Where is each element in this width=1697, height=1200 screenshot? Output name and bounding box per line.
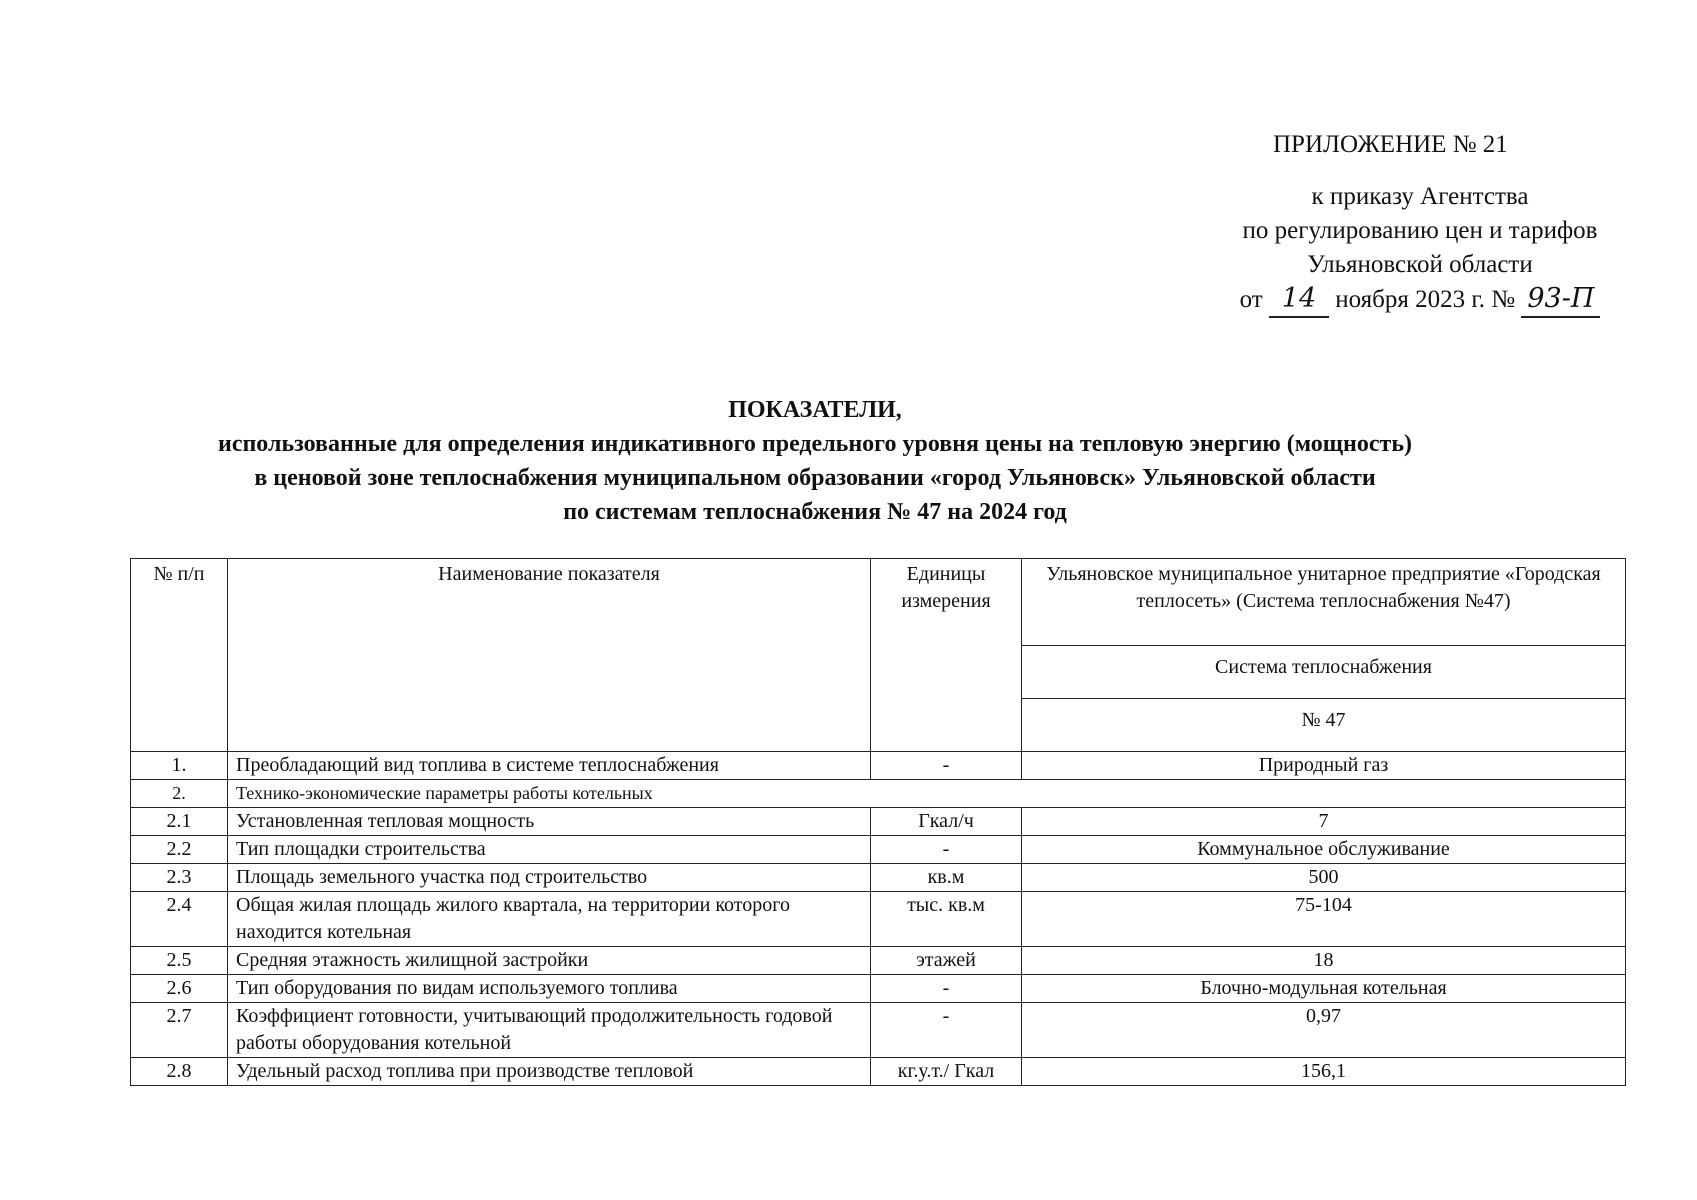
row-name: Общая жилая площадь жилого квартала, на территории которого находится котельная xyxy=(228,892,871,947)
table-row xyxy=(131,864,1626,892)
header-system-number: № 47 xyxy=(1022,699,1626,752)
order-line xyxy=(1190,282,1650,318)
row-value: 75-104 xyxy=(1022,892,1626,947)
row-num: 2.8 xyxy=(131,1058,228,1086)
header-system: Система теплоснабжения xyxy=(1022,646,1626,699)
row-name: Тип площадки строительства xyxy=(228,836,871,864)
row-value: 18 xyxy=(1022,947,1626,975)
row-name: Средняя этажность жилищной застройки xyxy=(228,947,871,975)
row-name: Удельный расход топлива при производстве тепловой xyxy=(228,1058,871,1086)
row-num: 2.7 xyxy=(131,1003,228,1058)
row-value: 7 xyxy=(1022,808,1626,836)
table-row xyxy=(131,836,1626,864)
annex-line-3: Ульяновской области xyxy=(1307,251,1533,278)
row-num: 2.5 xyxy=(131,947,228,975)
table-section-row xyxy=(131,780,1626,808)
annex-title: ПРИЛОЖЕНИЕ № 21 xyxy=(1273,131,1508,158)
row-unit: - xyxy=(871,836,1022,864)
row-value: Природный газ xyxy=(1022,752,1626,780)
row-name: Тип оборудования по видам используемого топлива xyxy=(228,975,871,1003)
table-row xyxy=(131,1003,1626,1058)
row-name: Площадь земельного участка под строительство xyxy=(228,864,871,892)
order-prefix: от xyxy=(1239,286,1263,313)
row-unit: - xyxy=(871,752,1022,780)
header-num: № п/п xyxy=(131,559,228,752)
document-heading xyxy=(120,393,1510,529)
row-value: Коммунальное обслуживание xyxy=(1022,836,1626,864)
annex-block xyxy=(1190,128,1650,318)
heading-line-4: по системам теплоснабжения № 47 на 2024 год xyxy=(563,499,1067,525)
row-unit: кг.у.т./ Гкал xyxy=(871,1058,1022,1086)
row-unit: - xyxy=(871,975,1022,1003)
header-unit: Единицы измерения xyxy=(871,559,1022,752)
table-row xyxy=(131,947,1626,975)
header-name: Наименование показателя xyxy=(228,559,871,752)
row-unit: - xyxy=(871,1003,1022,1058)
row-unit: тыс. кв.м xyxy=(871,892,1022,947)
table-row xyxy=(131,752,1626,780)
table-row xyxy=(131,975,1626,1003)
annex-line-1: к приказу Агентства xyxy=(1311,183,1529,210)
row-section-title: Технико-экономические параметры работы котельных xyxy=(228,780,1626,808)
row-num: 2.1 xyxy=(131,808,228,836)
row-value: 0,97 xyxy=(1022,1003,1626,1058)
row-value: 156,1 xyxy=(1022,1058,1626,1086)
row-name: Установленная тепловая мощность xyxy=(228,808,871,836)
row-unit: кв.м xyxy=(871,864,1022,892)
row-num: 2. xyxy=(131,780,228,808)
heading-line-3: в ценовой зоне теплоснабжения муниципальном образовании «город Ульяновск» Ульяновской области xyxy=(254,465,1376,491)
indicators-table xyxy=(130,558,1626,1086)
row-num: 2.6 xyxy=(131,975,228,1003)
row-unit: этажей xyxy=(871,947,1022,975)
order-day-handwritten: 14 xyxy=(1269,282,1329,318)
row-num: 2.3 xyxy=(131,864,228,892)
order-middle: ноября 2023 г. № xyxy=(1335,286,1516,313)
row-unit: Гкал/ч xyxy=(871,808,1022,836)
row-num: 2.2 xyxy=(131,836,228,864)
row-name: Коэффициент готовности, учитывающий продолжительность годовой работы оборудования котельной xyxy=(228,1003,871,1058)
heading-line-1: ПОКАЗАТЕЛИ, xyxy=(728,397,902,423)
table-row xyxy=(131,808,1626,836)
row-value: Блочно-модульная котельная xyxy=(1022,975,1626,1003)
order-number-handwritten: 93-П xyxy=(1521,282,1600,318)
header-organization: Ульяновское муниципальное унитарное предприятие «Городская теплосеть» (Система теплоснабжения №47) xyxy=(1022,559,1626,646)
annex-line-2: по регулированию цен и тарифов xyxy=(1242,217,1598,244)
row-value: 500 xyxy=(1022,864,1626,892)
row-name: Преобладающий вид топлива в системе теплоснабжения xyxy=(228,752,871,780)
heading-line-2: использованные для определения индикативного предельного уровня цены на тепловую энергию (мощность) xyxy=(218,431,1412,457)
header-row xyxy=(131,559,1626,646)
table-row xyxy=(131,892,1626,947)
row-num: 2.4 xyxy=(131,892,228,947)
row-num: 1. xyxy=(131,752,228,780)
table-row xyxy=(131,1058,1626,1086)
